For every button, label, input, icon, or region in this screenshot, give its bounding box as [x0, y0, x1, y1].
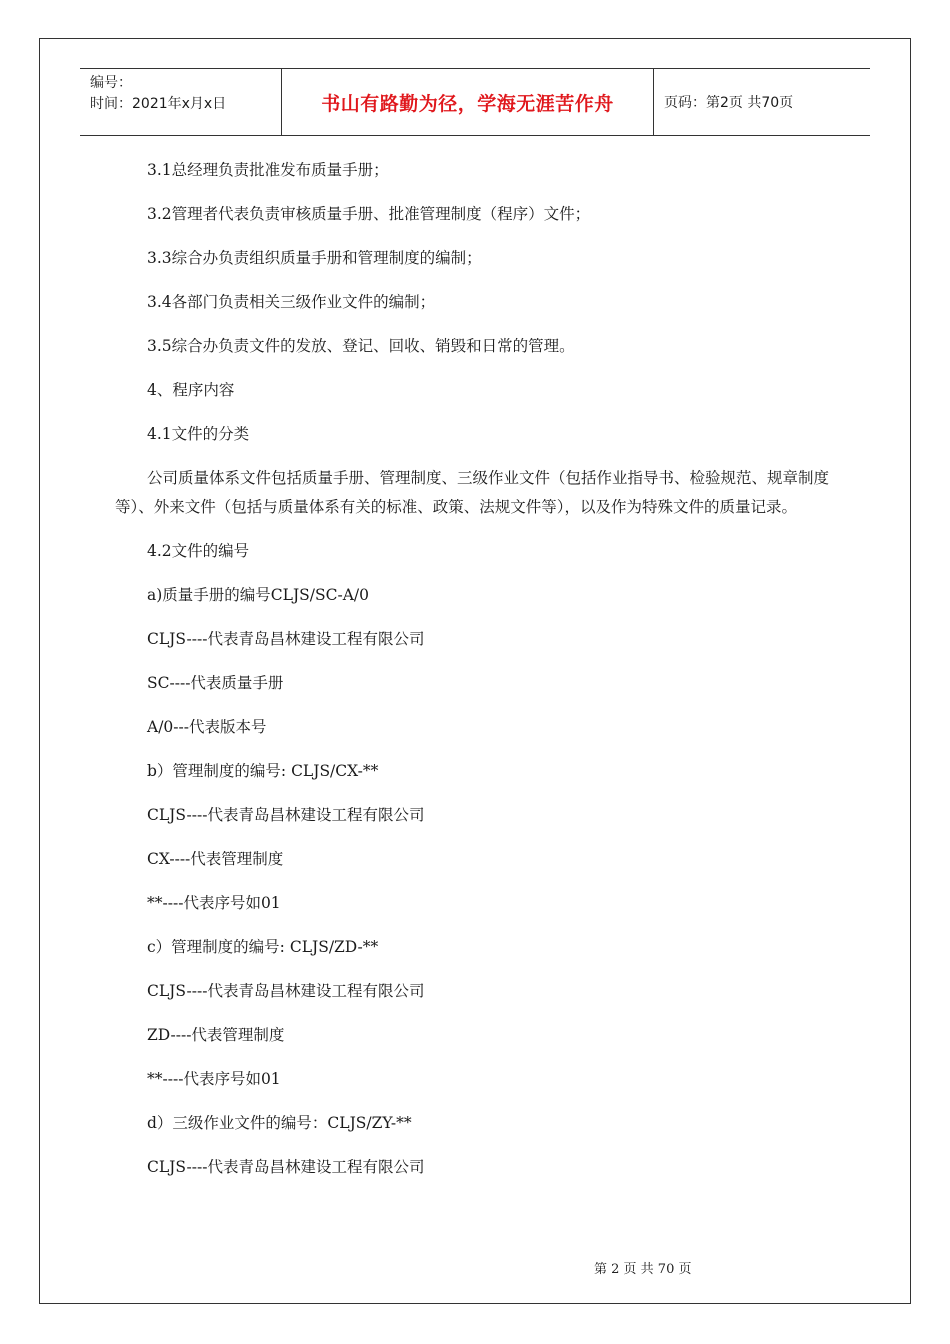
section-heading-4: 4、程序内容: [147, 381, 235, 399]
list-item: d）三级作业文件的编号：CLJS/ZY-**: [147, 1114, 412, 1132]
list-item: CLJS----代表青岛昌林建设工程有限公司: [147, 1158, 425, 1176]
list-item: a)质量手册的编号CLJS/SC-A/0: [147, 586, 369, 604]
list-item: **----代表序号如01: [147, 1070, 281, 1088]
list-item: SC----代表质量手册: [147, 674, 284, 692]
paragraph-3-2: 3.2管理者代表负责审核质量手册、批准管理制度（程序）文件；: [147, 205, 591, 223]
list-item: CLJS----代表青岛昌林建设工程有限公司: [147, 806, 425, 824]
document-body: [115, 156, 837, 1197]
header-meta-cell: [80, 69, 282, 135]
paragraph-3-1: 3.1总经理负责批准发布质量手册；: [147, 161, 389, 179]
header-slogan-cell: [282, 69, 654, 135]
list-item: A/0---代表版本号: [147, 718, 267, 736]
list-item: c）管理制度的编号: CLJS/ZD-**: [147, 938, 379, 956]
paragraph-classification: 公司质量体系文件包括质量手册、管理制度、三级作业文件（包括作业指导书、检验规范、规章制度等）、外来文件（包括与质量体系有关的标准、政策、法规文件等），以及作为特殊文件的质量记录。: [115, 469, 830, 516]
page-header: [80, 68, 870, 136]
list-item: CLJS----代表青岛昌林建设工程有限公司: [147, 630, 425, 648]
paragraph-3-3: 3.3综合办负责组织质量手册和管理制度的编制；: [147, 249, 482, 267]
footer-page-number: 第 2 页 共 70 页: [594, 1262, 692, 1277]
paragraph-3-4: 3.4各部门负责相关三级作业文件的编制；: [147, 293, 436, 311]
list-item: b）管理制度的编号: CLJS/CX-**: [147, 762, 379, 780]
paragraph-3-5: 3.5综合办负责文件的发放、登记、回收、销毁和日常的管理。: [147, 337, 575, 355]
section-heading-4-1: 4.1文件的分类: [147, 425, 250, 443]
document-number-label: 编号：: [90, 75, 132, 91]
list-item: CLJS----代表青岛昌林建设工程有限公司: [147, 982, 425, 1000]
header-page-code: 页码：第2页 共70页: [664, 95, 794, 111]
header-page-cell: [654, 69, 870, 135]
header-slogan: 书山有路勤为径，学海无涯苦作舟: [321, 92, 614, 115]
list-item: **----代表序号如01: [147, 894, 281, 912]
document-time-label: 时间：2021年x月x日: [90, 96, 227, 112]
list-item: ZD----代表管理制度: [147, 1026, 285, 1044]
list-item: CX----代表管理制度: [147, 850, 284, 868]
section-heading-4-2: 4.2文件的编号: [147, 542, 250, 560]
